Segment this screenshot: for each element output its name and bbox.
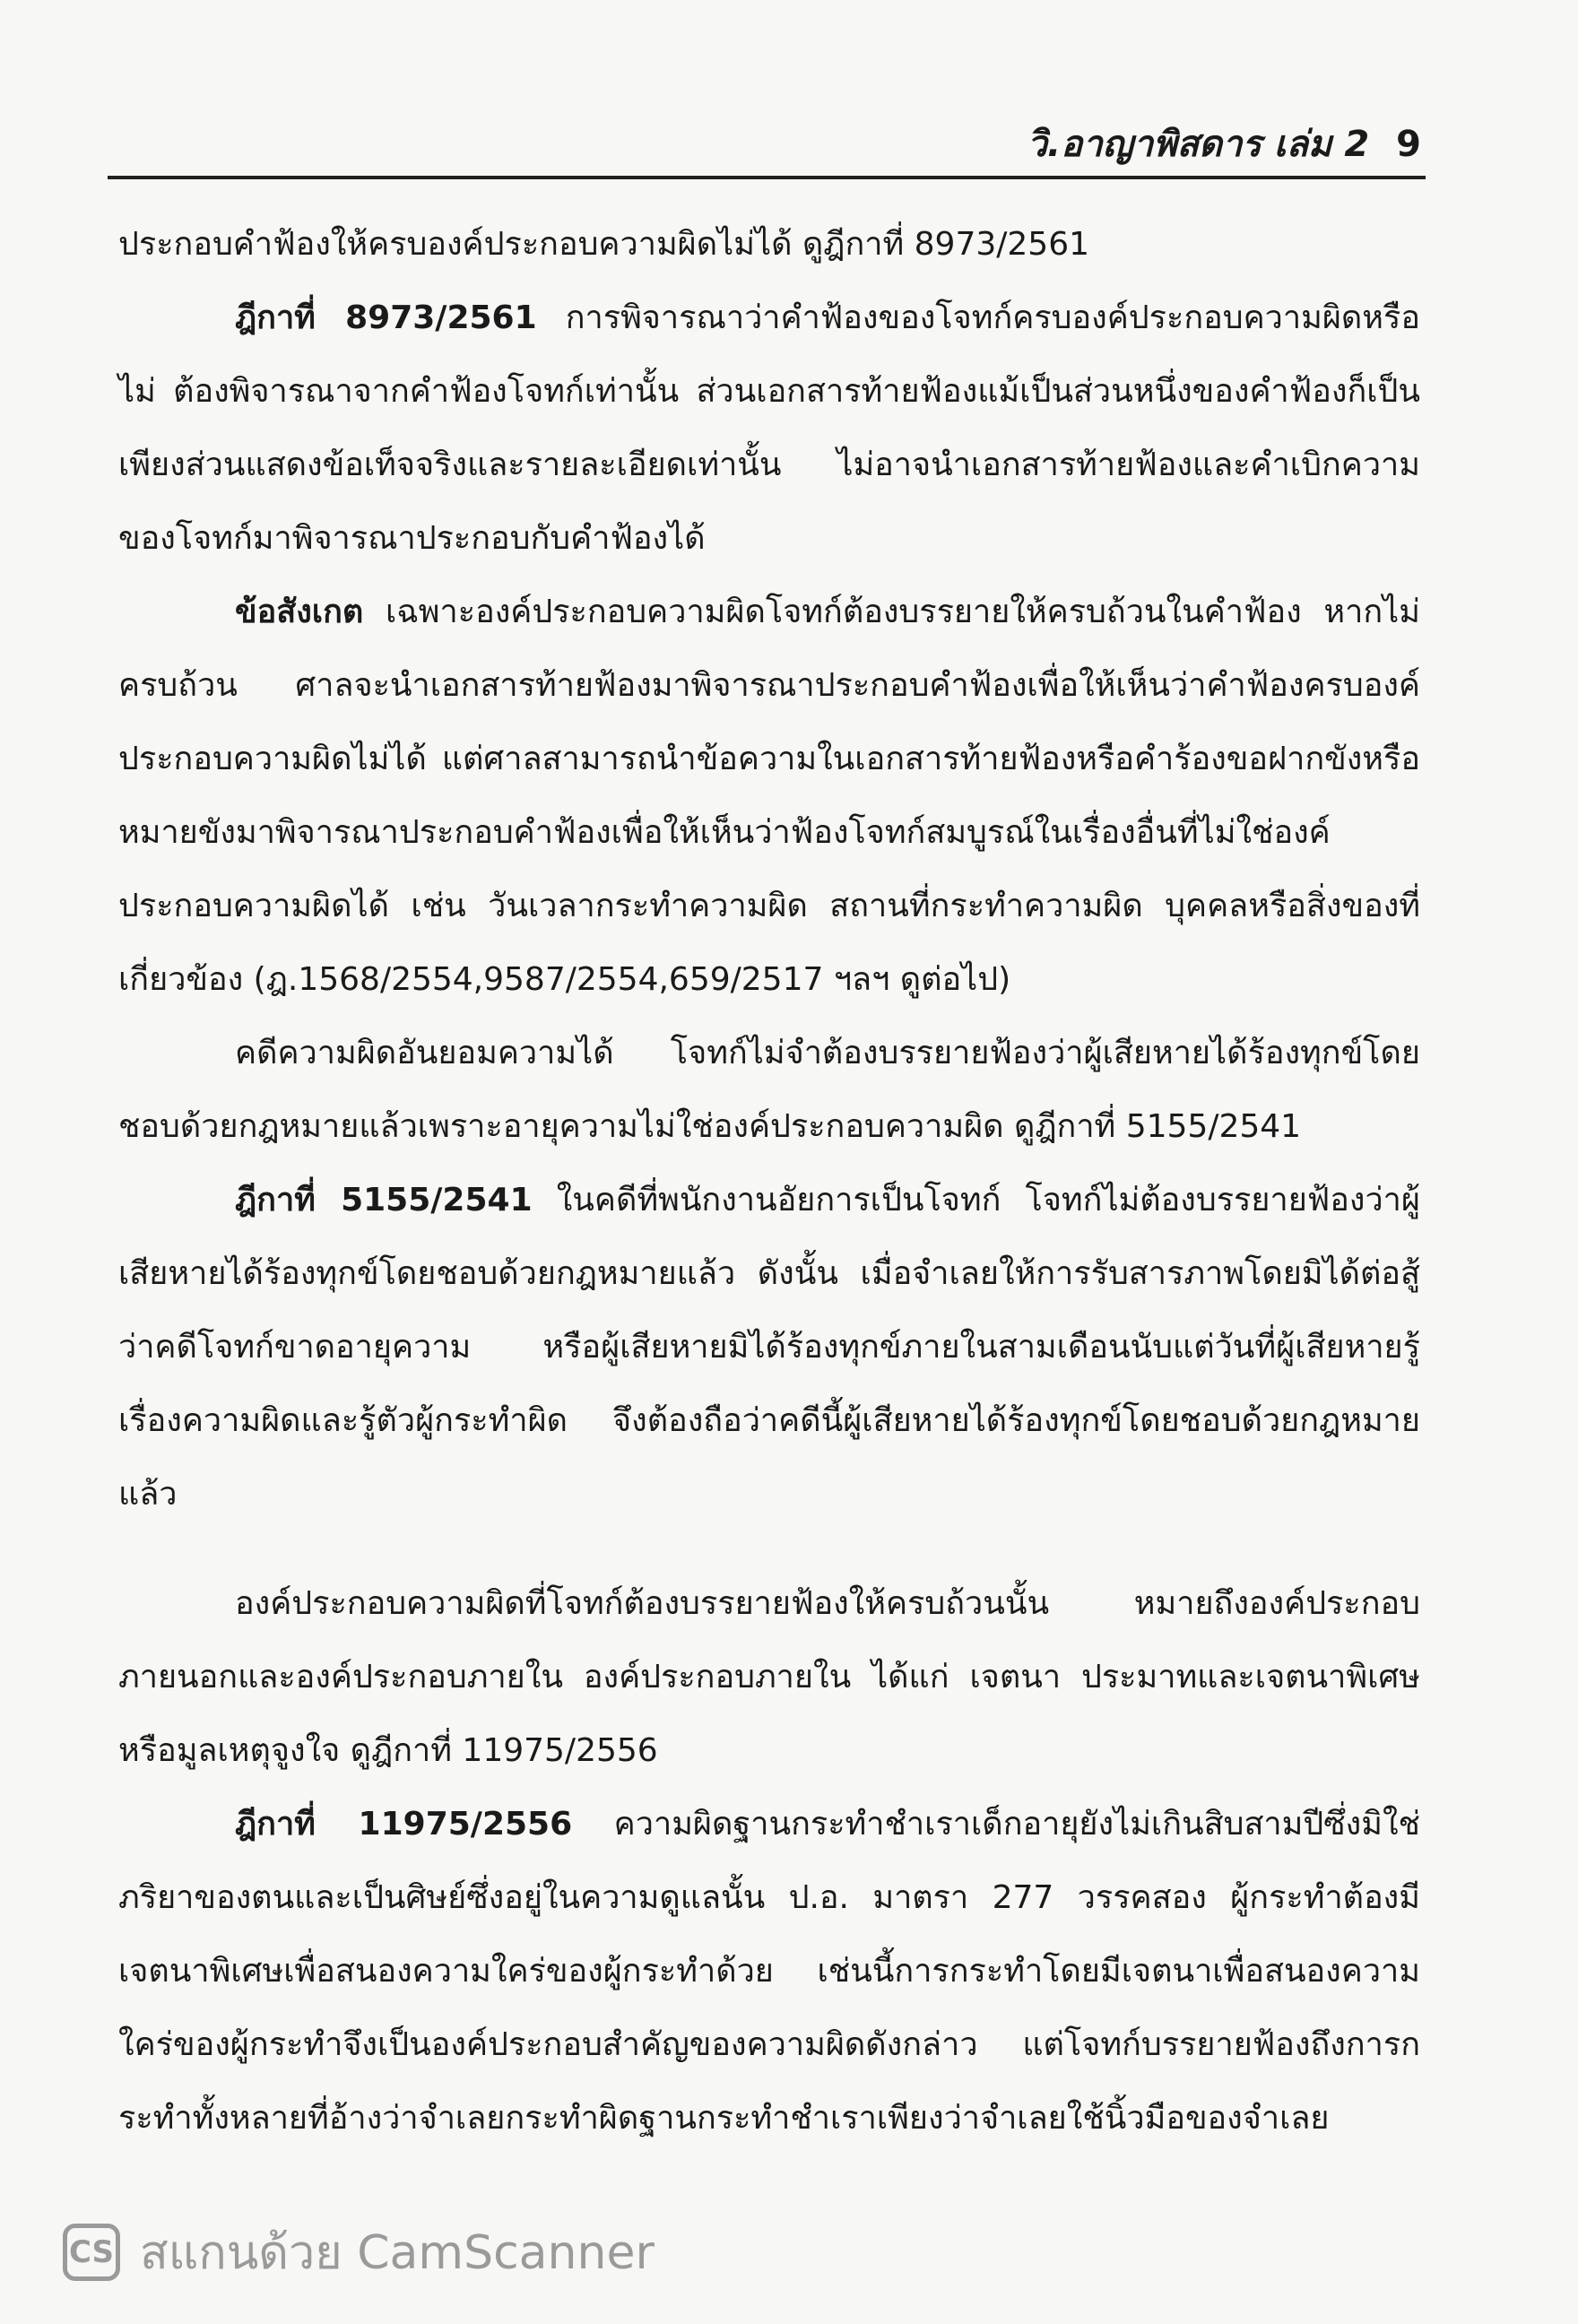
paragraph-text: ความผิดฐานกระทำชำเราเด็กอายุยังไม่เกินสิบสามปีซึ่งมิใช่ภริยาของตนและเป็นศิษย์ซึ่งอยู่ในความดูแลนั้น ป.อ. มาตรา 277 วรรคสอง ผู้กระทำต้องมีเจตนาพิเศษเพื่อสนองความใคร่ของผู้กระทำด้วย เช่นนี้การกระทำโดยมีเจตนาเพื่อสนองความใคร่ของผู้กระทำจึงเป็นองค์ประกอบสำคัญของความผิดดังกล่าว แต่โจทก์บรรยายฟ้องถึงการกระทำทั้งหลายที่อ้างว่าจำเลยกระทำผิดฐานกระทำชำเราเพียงว่าจำเลยใช้นิ้วมือของจำเลย xyxy=(118,1806,1420,2137)
paragraph-text: คดีความผิดอันยอมความได้ โจทก์ไม่จำต้องบรรยายฟ้องว่าผู้เสียหายได้ร้องทุกข์โดยชอบด้วยกฎหมายแล้วเพราะอายุความไม่ใช่องค์ประกอบความผิด ดูฎีกาที่ 5155/2541 xyxy=(118,1035,1420,1145)
paragraph-text: องค์ประกอบความผิดที่โจทก์ต้องบรรยายฟ้องให้ครบถ้วนนั้น หมายถึงองค์ประกอบภายนอกและองค์ประกอบภายใน องค์ประกอบภายใน ได้แก่ เจตนา ประมาทและเจตนาพิเศษหรือมูลเหตุจูงใจ ดูฎีกาที่ 11975/2556 xyxy=(118,1585,1420,1769)
case-heading: ฎีกาที่ 8973/2561 xyxy=(235,299,537,336)
paragraph-observation xyxy=(118,576,1420,1017)
case-heading: ฎีกาที่ 11975/2556 xyxy=(235,1806,573,1843)
watermark-text: สแกนด้วย CamScanner xyxy=(140,2226,655,2280)
paragraph-supreme-court-8973 xyxy=(118,282,1420,576)
running-header xyxy=(1027,115,1421,172)
paragraph-supreme-court-5155 xyxy=(118,1164,1420,1531)
paragraph-supreme-court-11975 xyxy=(118,1788,1420,2155)
page-number: 9 xyxy=(1396,124,1421,165)
paragraph-text: ในคดีที่พนักงานอัยการเป็นโจทก์ โจทก์ไม่ต้องบรรยายฟ้องว่าผู้เสียหายได้ร้องทุกข์โดยชอบด้วยกฎหมายแล้ว ดังนั้น เมื่อจำเลยให้การรับสารภาพโดยมิได้ต่อสู้ว่าคดีโจทก์ขาดอายุความ หรือผู้เสียหายมิได้ร้องทุกข์ภายในสามเดือนนับแต่วันที่ผู้เสียหายรู้เรื่องความผิดและรู้ตัวผู้กระทำผิด จึงต้องถือว่าคดีนี้ผู้เสียหายได้ร้องทุกข์โดยชอบด้วยกฎหมายแล้ว xyxy=(118,1182,1420,1513)
camscanner-logo-icon: CS xyxy=(63,2224,120,2281)
book-title: วิ.อาญาพิสดาร เล่ม 2 xyxy=(1027,124,1370,165)
body-text xyxy=(118,208,1420,2155)
paragraph-text: เฉพาะองค์ประกอบความผิดโจทก์ต้องบรรยายให้ครบถ้วนในคำฟ้อง หากไม่ครบถ้วน ศาลจะนำเอกสารท้ายฟ้องมาพิจารณาประกอบคำฟ้องเพื่อให้เห็นว่าคำฟ้องครบองค์ประกอบความผิดไม่ได้ แต่ศาลสามารถนำข้อความในเอกสารท้ายฟ้องหรือคำร้องขอฝากขังหรือหมายขังมาพิจารณาประกอบคำฟ้องเพื่อให้เห็นว่าฟ้องโจทก์สมบูรณ์ในเรื่องอื่นที่ไม่ใช่องค์ประกอบความผิดได้ เช่น วันเวลากระทำความผิด สถานที่กระทำความผิด บุคคลหรือสิ่งของที่เกี่ยวข้อง (ฎ.1568/2554,9587/2554,659/2517 ฯลฯ ดูต่อไป) xyxy=(118,594,1420,998)
paragraph-elements-of-offence xyxy=(118,1567,1420,1788)
paragraph-continuation xyxy=(118,208,1420,282)
paragraph-compoundable-offence xyxy=(118,1017,1420,1164)
paragraph-text: ประกอบคำฟ้องให้ครบองค์ประกอบความผิดไม่ได้ ดูฎีกาที่ 8973/2561 xyxy=(118,226,1090,263)
observation-heading: ข้อสังเกต xyxy=(235,594,364,630)
camscanner-watermark xyxy=(63,2215,655,2289)
paragraph-text: การพิจารณาว่าคำฟ้องของโจทก์ครบองค์ประกอบความผิดหรือไม่ ต้องพิจารณาจากคำฟ้องโจทก์เท่านั้น ส่วนเอกสารท้ายฟ้องแม้เป็นส่วนหนึ่งของคำฟ้องก็เป็นเพียงส่วนแสดงข้อเท็จจริงและรายละเอียดเท่านั้น ไม่อาจนำเอกสารท้ายฟ้องและคำเบิกความของโจทก์มาพิจารณาประกอบกับคำฟ้องได้ xyxy=(118,299,1420,557)
case-heading: ฎีกาที่ 5155/2541 xyxy=(235,1182,533,1218)
header-rule xyxy=(108,176,1426,179)
